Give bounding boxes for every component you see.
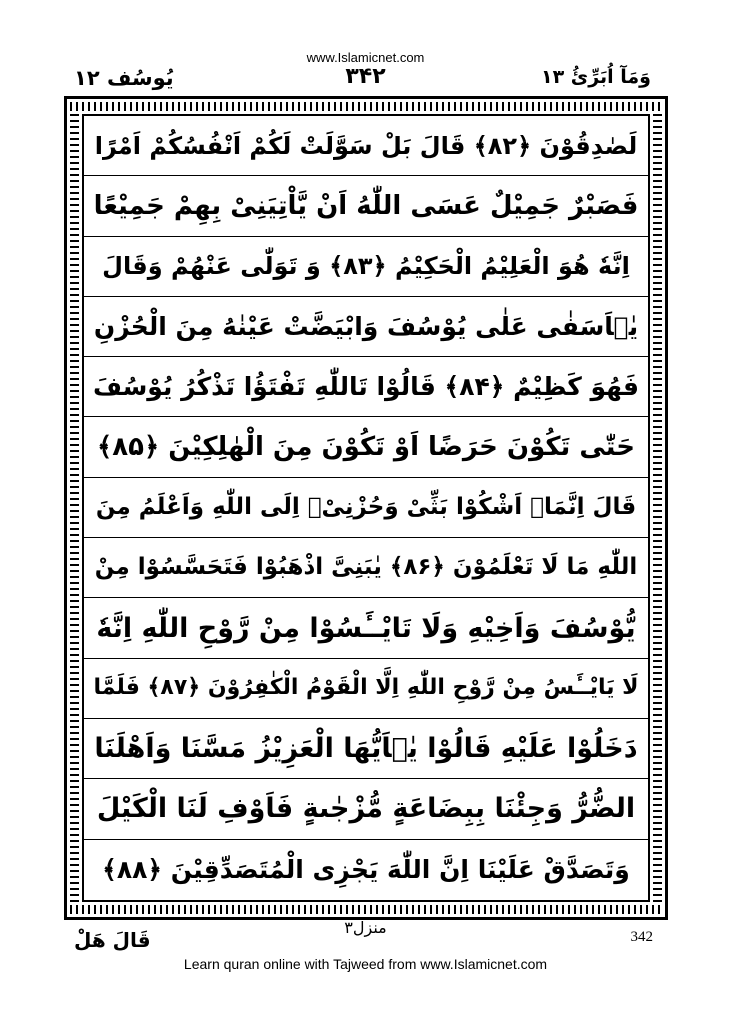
text-line <box>84 357 648 417</box>
text-line <box>84 297 648 357</box>
text-line-content: اِنَّهٗ هُوَ الْعَلِيْمُ الْحَكِيْمُ ﴿۸۳﴾ وَ تَوَلّٰى عَنْهُمْ وَقَالَ <box>102 252 630 281</box>
text-line-content: يٰۤاَسَفٰى عَلٰى يُوْسُفَ وَابْيَضَّتْ عَيْنٰهُ مِنَ الْحُزْنِ <box>93 312 639 342</box>
text-line <box>84 478 648 538</box>
text-line-content: قَالَ اِنَّمَاۤ اَشْكُوْا بَثِّیْ وَحُزْنِیْۤ اِلَى اللّٰهِ وَاَعْلَمُ مِنَ <box>95 493 637 520</box>
text-line-content: يُّوْسُفَ وَاَخِيْهِ وَلَا تَايْــَٔسُوْا مِنْ رَّوْحِ اللّٰهِ اِنَّهٗ <box>96 612 636 644</box>
page-number-footer: 342 <box>630 929 653 945</box>
text-line-content: اللّٰهِ مَا لَا تَعْلَمُوْنَ ﴿۸۶﴾ يٰبَنِیَّ اذْهَبُوْا فَتَحَسَّسُوْا مِنْ <box>94 554 638 581</box>
text-line-content: فَصَبْرٌ جَمِيْلٌ عَسَى اللّٰهُ اَنْ يَّاْتِيَنِیْ بِهِمْ جَمِيْعًا <box>93 190 639 221</box>
text-line-content: لَا يَايْــَٔسُ مِنْ رَّوْحِ اللّٰهِ اِلَّا الْقَوْمُ الْكٰفِرُوْنَ ﴿۸۷﴾ فَلَمَّا <box>93 675 639 701</box>
text-line <box>84 237 648 297</box>
page-number-header: ۳۴۲ <box>345 64 386 89</box>
text-line <box>84 840 648 900</box>
text-line <box>84 116 648 176</box>
manzil-marker: منزل۳ <box>344 918 387 937</box>
surah-name-header: یُوسُف ۱۲ <box>74 66 174 90</box>
text-line <box>84 598 648 658</box>
text-line-content: حَتّٰى تَكُوْنَ حَرَضًا اَوْ تَكُوْنَ مِنَ الْهٰلِكِيْنَ ﴿۸۵﴾ <box>97 432 635 463</box>
quran-text-block <box>84 116 648 900</box>
bottom-promo-text: Learn quran online with Tajweed from www.Islamicnet.com <box>183 956 548 972</box>
text-line-content: لَصٰدِقُوْنَ ﴿۸۲﴾ قَالَ بَلْ سَوَّلَتْ لَكُمْ اَنْفُسُكُمْ اَمْرًا <box>94 131 638 160</box>
text-line-content: فَهُوَ كَظِيْمٌ ﴿۸۴﴾ قَالُوْا تَاللّٰهِ تَفْتَؤُا تَذْكُرُ يُوْسُفَ <box>92 372 640 402</box>
text-line <box>84 659 648 719</box>
next-page-catchword: قَالَ هَلْ <box>74 928 151 952</box>
text-line <box>84 176 648 236</box>
juz-name-header: وَمَآ اُبَرِّئُ ۱۳ <box>540 66 651 88</box>
text-line <box>84 719 648 779</box>
text-line <box>84 538 648 598</box>
text-line-content: دَخَلُوْا عَلَيْهِ قَالُوْا يٰۤاَيُّهَا الْعَزِيْزُ مَسَّنَا وَاَهْلَنَا <box>94 733 638 765</box>
text-line <box>84 779 648 839</box>
text-line-content: الضُّرُّ وَجِئْنَا بِبِضَاعَةٍ مُّزْجٰىةٍ فَاَوْفِ لَنَا الْكَيْلَ <box>96 793 636 825</box>
text-line <box>84 417 648 477</box>
site-url-top: www.Islamicnet.com <box>306 50 425 65</box>
text-line-content: وَتَصَدَّقْ عَلَيْنَا اِنَّ اللّٰهَ يَجْزِی الْمُتَصَدِّقِيْنَ ﴿۸۸﴾ <box>102 855 630 885</box>
